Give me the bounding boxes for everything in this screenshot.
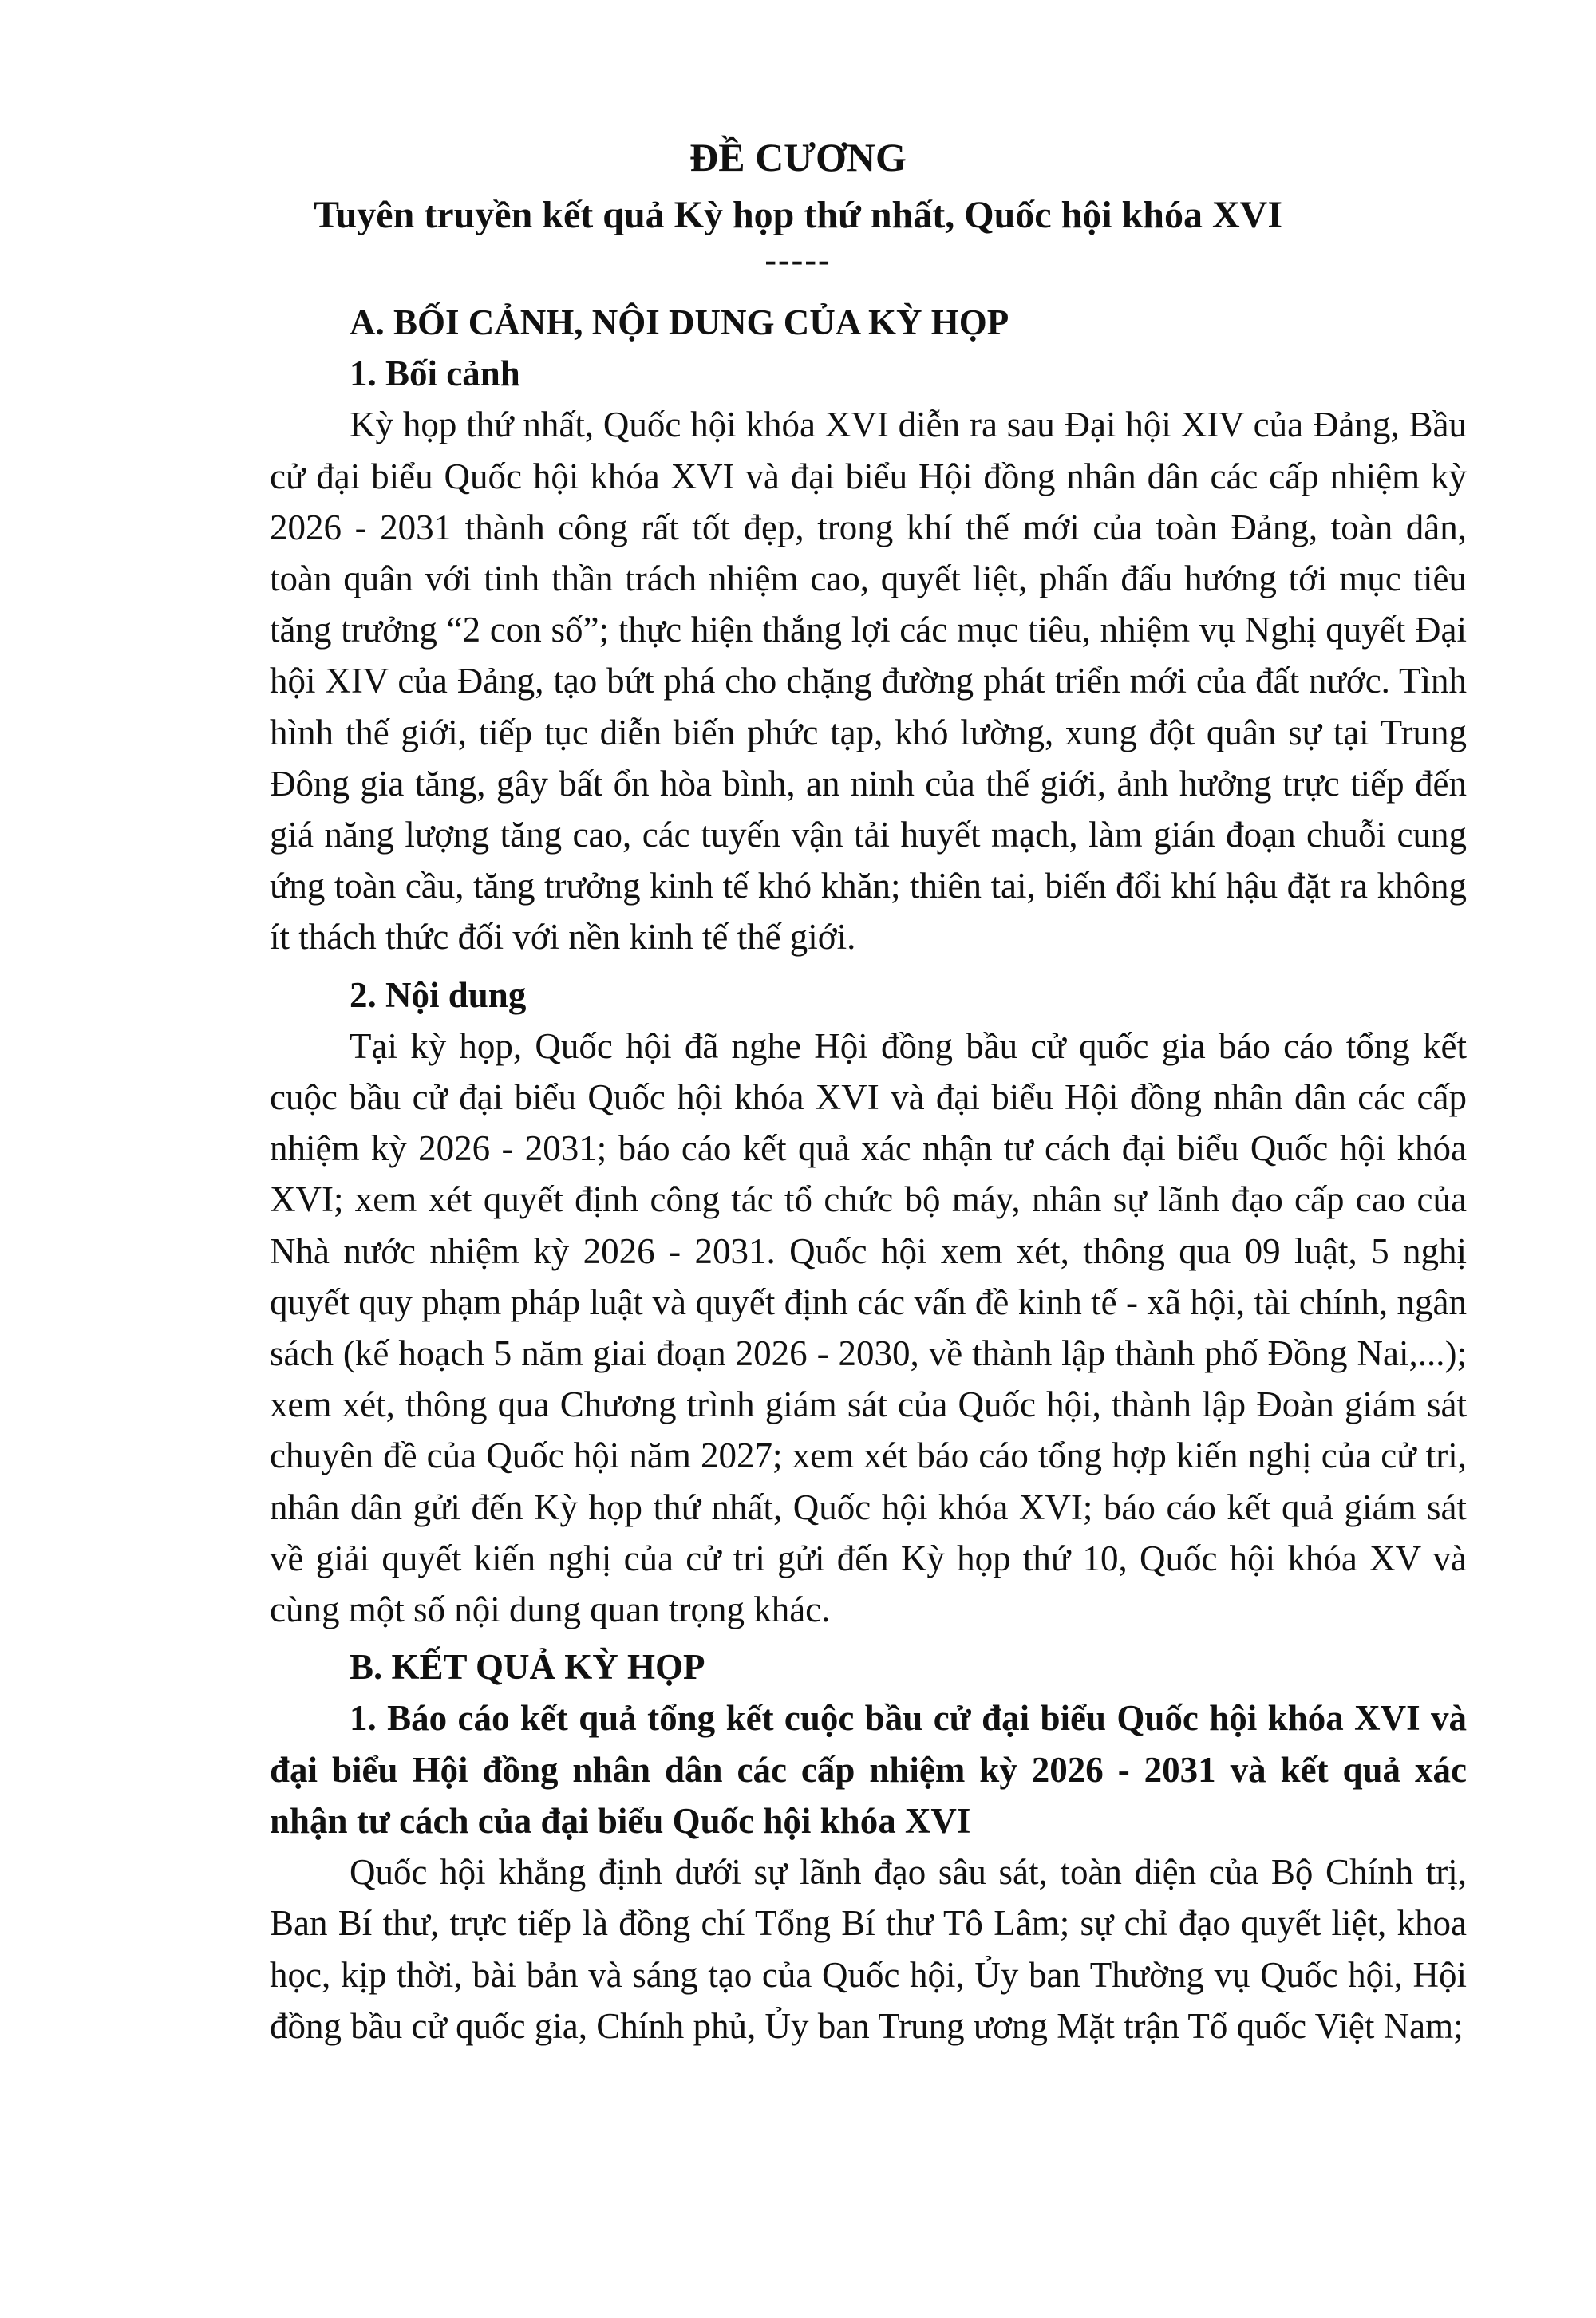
section-b-heading: B. KẾT QUẢ KỲ HỌP: [350, 1647, 705, 1688]
document-title: ĐỀ CƯƠNG: [689, 135, 907, 180]
document-body: [270, 297, 1467, 2051]
section-a-sub2-heading: 2. Nội dung: [350, 974, 527, 1015]
section-a-sub1-heading: 1. Bối cảnh: [350, 353, 520, 394]
section-a-sub1-paragraph: Kỳ họp thứ nhất, Quốc hội khóa XVI diễn ra sau Đại hội XIV của Đảng, Bầu cử đại biểu Quốc hội khóa XVI và đại biểu Hội đồng nhân dân các cấp nhiệm kỳ 2026 - 2031 thành công rất tốt đẹp, trong khí thế mới của toàn Đảng, toàn dân, toàn quân với tinh thần trách nhiệm cao, quyết liệt, phấn đấu hướng tới mục tiêu tăng trưởng “2 con số”; thực hiện thắng lợi các mục tiêu, nhiệm vụ Nghị quyết Đại hội XIV của Đảng, tạo bứt phá cho chặng đường phát triển mới của đất nước. Tình hình thế giới, tiếp tục diễn biến phức tạp, khó lường, xung đột quân sự tại Trung Đông gia tăng, gây bất ổn hòa bình, an ninh của thế giới, ảnh hưởng trực tiếp đến giá năng lượng tăng cao, các tuyến vận tải huyết mạch, làm gián đoạn chuỗi cung ứng toàn cầu, tăng trưởng kinh tế khó khăn; thiên tai, biến đổi khí hậu đặt ra không ít thách thức đối với nền kinh tế thế giới.: [270, 405, 1467, 958]
title-separator: -----: [764, 240, 832, 279]
document-subtitle: Tuyên truyền kết quả Kỳ họp thứ nhất, Quốc hội khóa XVI: [313, 194, 1282, 236]
section-b-sub1-paragraph: Quốc hội khẳng định dưới sự lãnh đạo sâu sát, toàn diện của Bộ Chính trị, Ban Bí thư, trực tiếp là đồng chí Tổng Bí thư Tô Lâm; sự chỉ đạo quyết liệt, khoa học, kịp thời, bài bản và sáng tạo của Quốc hội, Ủy ban Thường vụ Quốc hội, Hội đồng bầu cử quốc gia, Chính phủ, Ủy ban Trung ương Mặt trận Tổ quốc Việt Nam;: [270, 1852, 1467, 2046]
section-a-sub2-paragraph: Tại kỳ họp, Quốc hội đã nghe Hội đồng bầu cử quốc gia báo cáo tổng kết cuộc bầu cử đại biểu Quốc hội khóa XVI và đại biểu Hội đồng nhân dân các cấp nhiệm kỳ 2026 - 2031; báo cáo kết quả xác nhận tư cách đại biểu Quốc hội khóa XVI; xem xét quyết định công tác tổ chức bộ máy, nhân sự lãnh đạo cấp cao của Nhà nước nhiệm kỳ 2026 - 2031. Quốc hội xem xét, thông qua 09 luật, 5 nghị quyết quy phạm pháp luật và quyết định các vấn đề kinh tế - xã hội, tài chính, ngân sách (kế hoạch 5 năm giai đoạn 2026 - 2030, về thành lập thành phố Đồng Nai,...); xem xét, thông qua Chương trình giám sát của Quốc hội, thành lập Đoàn giám sát chuyên đề của Quốc hội năm 2027; xem xét báo cáo tổng hợp kiến nghị của cử tri, nhân dân gửi đến Kỳ họp thứ nhất, Quốc hội khóa XVI; báo cáo kết quả giám sát về giải quyết kiến nghị của cử tri gửi đến Kỳ họp thứ 10, Quốc hội khóa XV và cùng một số nội dung quan trọng khác.: [270, 1025, 1467, 1630]
section-b-sub1-heading: 1. Báo cáo kết quả tổng kết cuộc bầu cử đại biểu Quốc hội khóa XVI và đại biểu Hội đồng nhân dân các cấp nhiệm kỳ 2026 - 2031 và kết quả xác nhận tư cách của đại biểu Quốc hội khóa XVI: [270, 1698, 1467, 1841]
section-a-heading: A. BỐI CẢNH, NỘI DUNG CỦA KỲ HỌP: [350, 302, 1009, 342]
